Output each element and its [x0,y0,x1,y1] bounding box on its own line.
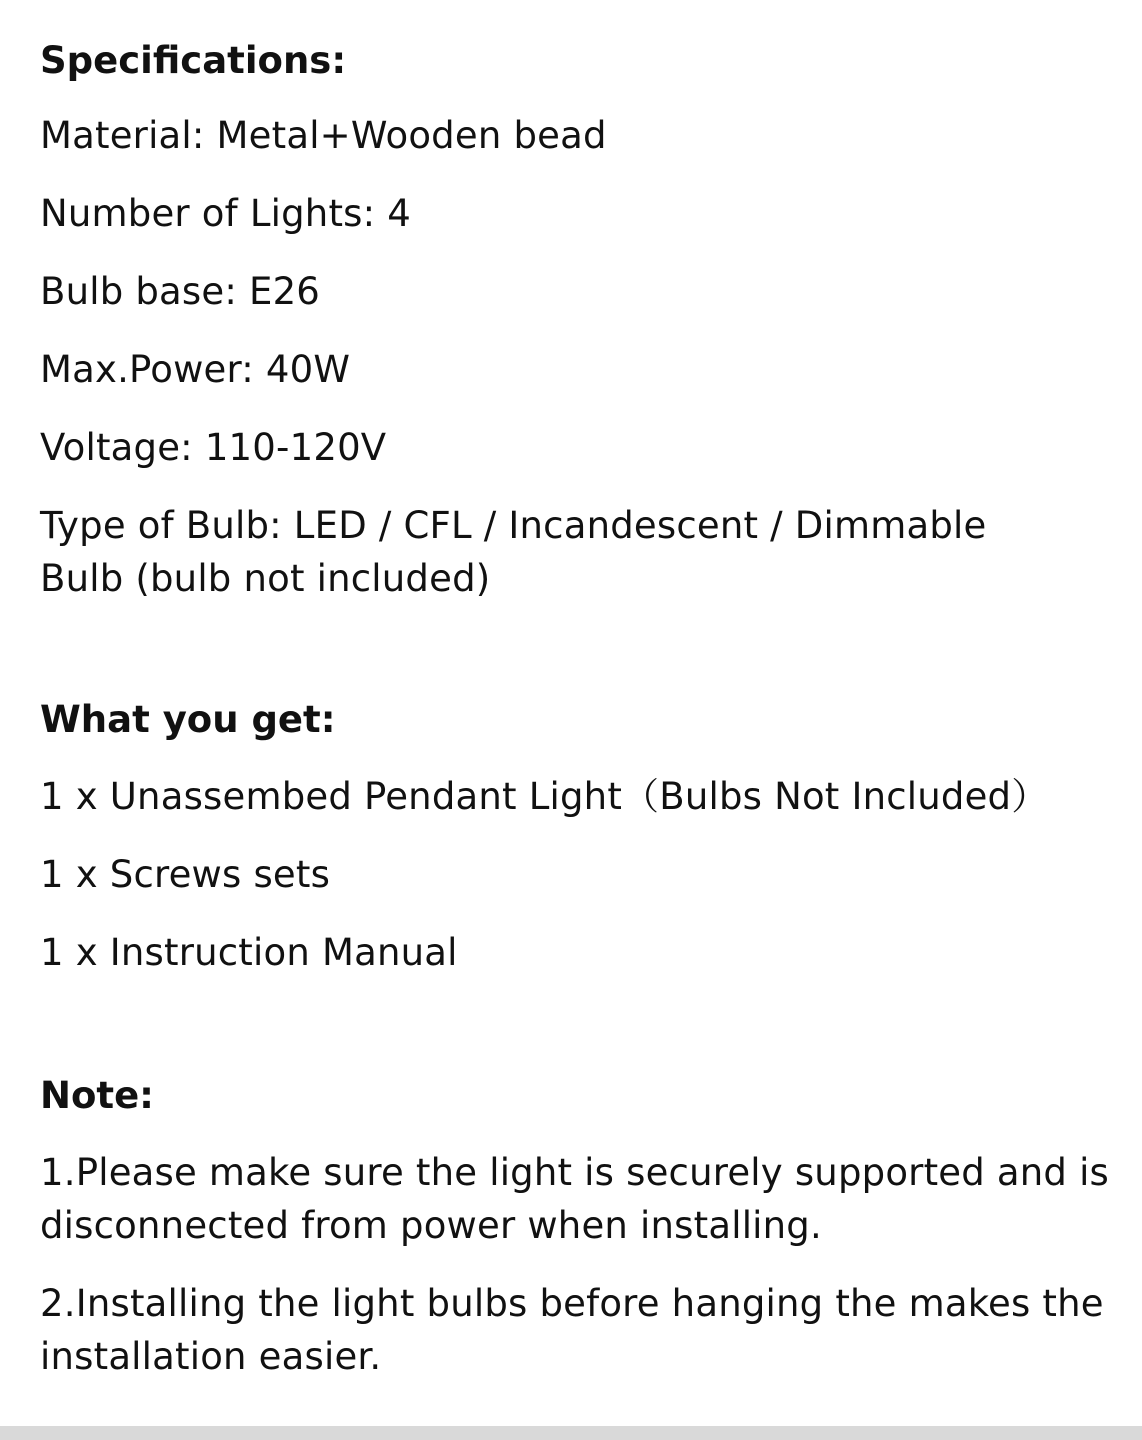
package-item-pendant-light: 1 x Unassembed Pendant Light（Bulbs Not Included） [40,775,1049,818]
spec-bulb-base: Bulb base: E26 [40,270,321,313]
note-heading: Note: [40,1074,154,1117]
spec-max-power: Max.Power: 40W [40,348,351,391]
spec-voltage: Voltage: 110-120V [40,426,387,469]
product-details [40,36,1120,1383]
spec-bulb-type: Type of Bulb: LED / CFL / Incandescent / Dimmable Bulb (bulb not included) [40,504,987,600]
note-item-2: 2.Installing the light bulbs before hanging the makes the installation easier. [40,1282,1104,1378]
specifications-section [40,36,1120,605]
what-you-get-section [40,695,1120,979]
package-item-screws: 1 x Screws sets [40,853,331,896]
spec-number-of-lights: Number of Lights: 4 [40,192,411,235]
note-item-1: 1.Please make sure the light is securely supported and is disconnected from power when installing. [40,1151,1110,1247]
package-item-manual: 1 x Instruction Manual [40,931,458,974]
spec-material: Material: Metal+Wooden bead [40,114,607,157]
note-section [40,1071,1120,1383]
bottom-divider [0,1426,1142,1440]
specifications-heading: Specifications: [40,39,347,82]
what-you-get-heading: What you get: [40,698,336,741]
